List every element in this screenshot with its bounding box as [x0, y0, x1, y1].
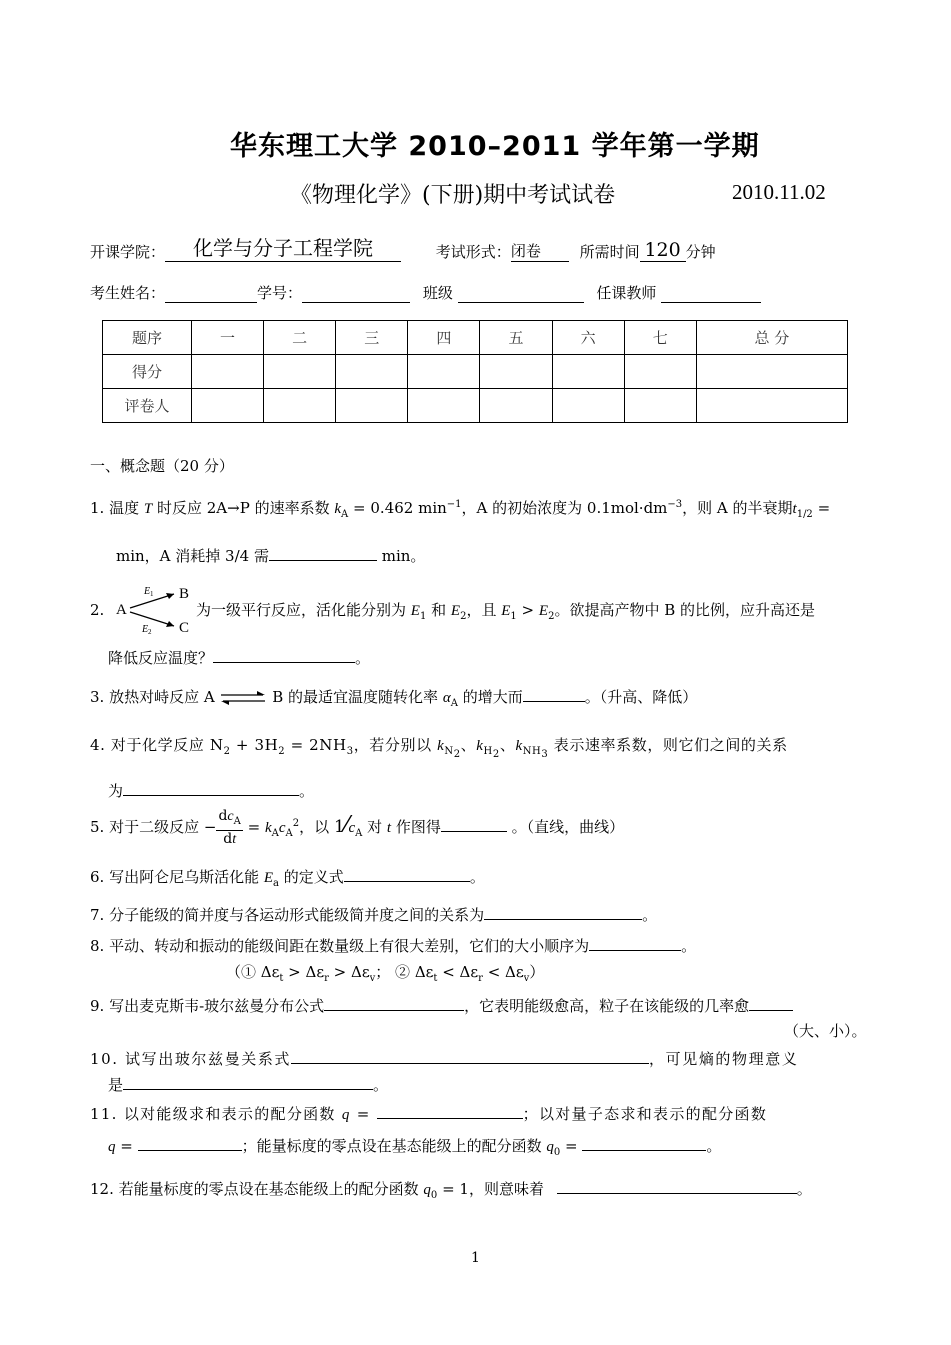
teacher-label: 任课教师: [596, 284, 657, 302]
table-header: 题序: [103, 321, 192, 355]
score-table: [102, 320, 848, 423]
question-10-line-2: [108, 1074, 388, 1095]
question-8-options: （① $\Delta\varepsilon_t > \Delta\varepsilon_r > \Delta\varepsilon_v$； ② $\Delta\varepsilon_t < \Delta\varepsilon_r < \Delta\varepsilon_v$）: [226, 963, 545, 984]
q9-text: 9. 写出麦克斯韦-玻尔兹曼分布公式: [90, 997, 325, 1015]
q10-text: 是: [108, 1076, 124, 1094]
q4-text: 表示速率系数，则它们之间的关系: [553, 736, 788, 754]
q4-text: 4. 对于化学反应 N: [90, 736, 224, 754]
question-9: [90, 995, 793, 1016]
table-header: 五: [480, 321, 552, 355]
page-number: 1: [471, 1250, 480, 1266]
q12-text: 12. 若能量标度的零点设在基态能级上的配分函数: [90, 1180, 419, 1198]
table-row: [103, 389, 848, 423]
q8-text: 8. 平动、转动和振动的能级间距在数量级上有很大差别，它们的大小顺序为: [90, 937, 590, 955]
name-field[interactable]: [165, 285, 257, 303]
q10-answer-blank-1[interactable]: [291, 1048, 649, 1064]
question-2-line-2: [108, 647, 370, 668]
q10-text: 10. 试写出玻尔兹曼关系式: [90, 1050, 292, 1068]
grader-cell[interactable]: [264, 389, 336, 423]
q5-text: 。（直线，曲线）: [511, 817, 625, 836]
q10-text: ，可见熵的物理意义: [649, 1050, 799, 1068]
grader-cell[interactable]: [408, 389, 480, 423]
grader-cell[interactable]: [480, 389, 552, 423]
svg-text:B: B: [179, 586, 190, 602]
q2-text: 为一级平行反应，活化能分别为: [196, 601, 407, 619]
exam-subtitle: 《物理化学》(下册)期中考试试卷: [290, 183, 616, 208]
question-1-line-2: [116, 545, 425, 566]
grader-cell[interactable]: [192, 389, 264, 423]
q9-answer-blank-1[interactable]: [324, 995, 464, 1011]
question-3: 3. 放热对峙反应 A B 的最适宜温度随转化率 $\alpha_A$ 的增大而 。（升高、降低）: [90, 688, 698, 709]
grader-cell[interactable]: [336, 389, 408, 423]
school-label: 开课学院：: [90, 243, 166, 261]
table-header: 七: [624, 321, 696, 355]
question-4-line-2: [108, 780, 314, 801]
svg-text:C: C: [179, 620, 190, 636]
grader-cell[interactable]: [624, 389, 696, 423]
question-2: 为一级平行反应，活化能分别为 $E_1$ 和 $E_2$，且 $E_1 > E_2$。欲提高产物中 B 的比例，应升高还是: [196, 601, 815, 622]
q11-text: 。: [706, 1137, 722, 1155]
table-header: 二: [264, 321, 336, 355]
table-header-row: [103, 321, 848, 355]
name-label: 考生姓名：: [90, 284, 166, 302]
q1-answer-blank[interactable]: [269, 545, 377, 561]
q2-text: 。: [355, 649, 371, 667]
q2-text: 降低反应温度？: [108, 649, 214, 667]
q2-number: 2.: [90, 601, 105, 619]
q1-text: ，A 的初始浓度为 0.1mol·dm: [461, 499, 668, 517]
q4-text: 为: [108, 782, 124, 800]
question-5: 5. 对于二级反应 − $\frac{dc_A}{dt}$ = $k_Ac_A^2$，以 $1⁄c_A$ 对 t 作图得 。（直线，曲线）: [90, 808, 625, 847]
question-9-options: （大、小）。: [784, 1022, 867, 1040]
q3-text: B 的最适宜温度随转化率: [272, 688, 439, 706]
grader-cell[interactable]: [696, 389, 847, 423]
q1-text: 1. 温度: [90, 499, 140, 517]
svg-text:1: 1: [150, 590, 154, 598]
row-label: 得分: [103, 355, 192, 389]
table-header: 六: [552, 321, 624, 355]
q11-answer-blank-1[interactable]: [377, 1103, 523, 1119]
exam-form-label: 考试形式：: [435, 243, 511, 261]
q3-answer-blank[interactable]: [523, 686, 585, 702]
student-id-field[interactable]: [302, 285, 410, 303]
q11-text: ；能量标度的零点设在基态能级上的配分函数: [241, 1137, 542, 1155]
q11-answer-blank-3[interactable]: [582, 1135, 706, 1151]
q1-text: min。: [381, 547, 426, 565]
q12-answer-blank[interactable]: [557, 1178, 797, 1194]
q7-answer-blank[interactable]: [484, 904, 642, 920]
table-row: [103, 355, 848, 389]
score-cell[interactable]: [192, 355, 264, 389]
score-cell[interactable]: [264, 355, 336, 389]
q5-text: 5. 对于二级反应: [90, 817, 200, 836]
q11-text: 11. 以对能级求和表示的配分函数: [90, 1105, 336, 1123]
q1-text: = 0.462 min: [353, 499, 447, 517]
equilibrium-arrow-icon: [219, 691, 267, 705]
q4-answer-blank[interactable]: [123, 780, 299, 796]
rate-fraction: $\frac{dc_A}{dt}$: [218, 808, 241, 847]
score-cell[interactable]: [336, 355, 408, 389]
q1-text: 时反应 2A→P 的速率系数: [157, 499, 330, 517]
svg-text:2: 2: [148, 628, 152, 636]
exam-date: 2010.11.02: [732, 180, 826, 204]
question-8: [90, 935, 696, 956]
q8-option-1: （① Δε: [226, 963, 280, 981]
class-field[interactable]: [458, 285, 584, 303]
meta-line-2: [90, 282, 761, 303]
q2-text: 。欲提高产物中 B 的比例，应升高还是: [554, 601, 815, 619]
teacher-field[interactable]: [661, 285, 761, 303]
q11-answer-blank-2[interactable]: [138, 1135, 242, 1151]
section-heading: 一、概念题（20 分）: [90, 457, 234, 475]
table-header: 三: [336, 321, 408, 355]
question-12: 12. 若能量标度的零点设在基态能级上的配分函数 $q_0 = 1$，则意味着 。: [90, 1180, 812, 1201]
q1-text: ，则 A 的半衰期: [682, 499, 793, 517]
q3-text: 的增大而: [462, 688, 523, 706]
q5-answer-blank[interactable]: [441, 816, 507, 832]
q9-text: ，它表明能级愈高，粒子在该能级的几率愈: [464, 997, 750, 1015]
q4-text: 。: [299, 782, 315, 800]
question-11: 11. 以对能级求和表示的配分函数 q = ；以对量子态求和表示的配分函数: [90, 1105, 768, 1123]
parallel-reaction-scheme: [112, 582, 196, 636]
q7-text: 7. 分子能级的简并度与各运动形式能级简并度之间的关系为: [90, 906, 485, 924]
score-cell[interactable]: [408, 355, 480, 389]
time-unit: 分钟: [685, 243, 716, 261]
school-field[interactable]: 化学与分子工程学院: [165, 232, 401, 262]
svg-text:E: E: [144, 586, 151, 597]
score-cell[interactable]: [624, 355, 696, 389]
q6-text: 的定义式: [283, 868, 344, 886]
q8-text: 。: [681, 937, 697, 955]
q3-text: 。（升高、降低）: [584, 688, 698, 706]
q12-text: ，则意味着: [468, 1180, 544, 1198]
q5-text: 作图得: [395, 817, 441, 836]
q6-answer-blank[interactable]: [344, 866, 470, 882]
time-label: 所需时间: [579, 243, 640, 261]
score-cell[interactable]: [552, 355, 624, 389]
q8-answer-blank[interactable]: [589, 935, 681, 951]
q8-option-2: ； ② Δε: [375, 963, 434, 981]
q9-answer-blank-2[interactable]: [749, 995, 793, 1011]
grader-cell[interactable]: [552, 389, 624, 423]
id-label: 学号：: [257, 284, 303, 302]
q12-text: 。: [796, 1180, 812, 1198]
score-cell[interactable]: [696, 355, 847, 389]
q6-text: 6. 写出阿仑尼乌斯活化能: [90, 868, 260, 886]
exam-form-field[interactable]: 闭卷: [511, 240, 569, 262]
svg-text:A: A: [116, 602, 127, 618]
q2-answer-blank[interactable]: [213, 647, 355, 663]
table-header: 总 分: [696, 321, 847, 355]
question-1: 1. 温度 T 时反应 2A→P 的速率系数 $k_A = 0.462$ $\min^{-1}$，A 的初始浓度为 $0.1mol\cdot dm^{-3}$，则 A 的半衰期$t_{1/2}$ =: [90, 499, 831, 520]
question-7: [90, 904, 657, 925]
q11-text: ；以对量子态求和表示的配分函数: [522, 1105, 768, 1123]
q10-answer-blank-2[interactable]: [123, 1074, 373, 1090]
time-field[interactable]: 120: [640, 239, 686, 262]
q10-text: 。: [373, 1076, 389, 1094]
meta-line-1: [90, 232, 716, 262]
question-4: 4. 对于化学反应 $N_2 + 3H_2 = 2NH_3$，若分别以 $k_{N_2}$、$k_{H_2}$、$k_{NH_3}$ 表示速率系数，则它们之间的关系: [90, 736, 788, 760]
q6-text: 。: [469, 868, 485, 886]
q3-text: 3. 放热对峙反应 A: [90, 688, 215, 706]
q2-text: ，且: [466, 601, 497, 619]
page-title: 华东理工大学 2010–2011 学年第一学期: [230, 131, 760, 162]
q5-text: ，以: [299, 817, 330, 836]
question-11-line-2: q = ；能量标度的零点设在基态能级上的配分函数 $q_0$ = 。: [108, 1137, 722, 1158]
score-cell[interactable]: [480, 355, 552, 389]
row-label: 评卷人: [103, 389, 192, 423]
svg-text:E: E: [142, 624, 149, 635]
table-header: 一: [192, 321, 264, 355]
question-10: [90, 1048, 798, 1069]
q7-text: 。: [642, 906, 658, 924]
class-label: 班级: [422, 284, 453, 302]
q1-text: min，A 消耗掉 3/4 需: [116, 547, 269, 565]
question-6: 6. 写出阿仑尼乌斯活化能 $E_a$ 的定义式 。: [90, 868, 485, 889]
table-header: 四: [408, 321, 480, 355]
q1-text: =: [817, 499, 831, 517]
